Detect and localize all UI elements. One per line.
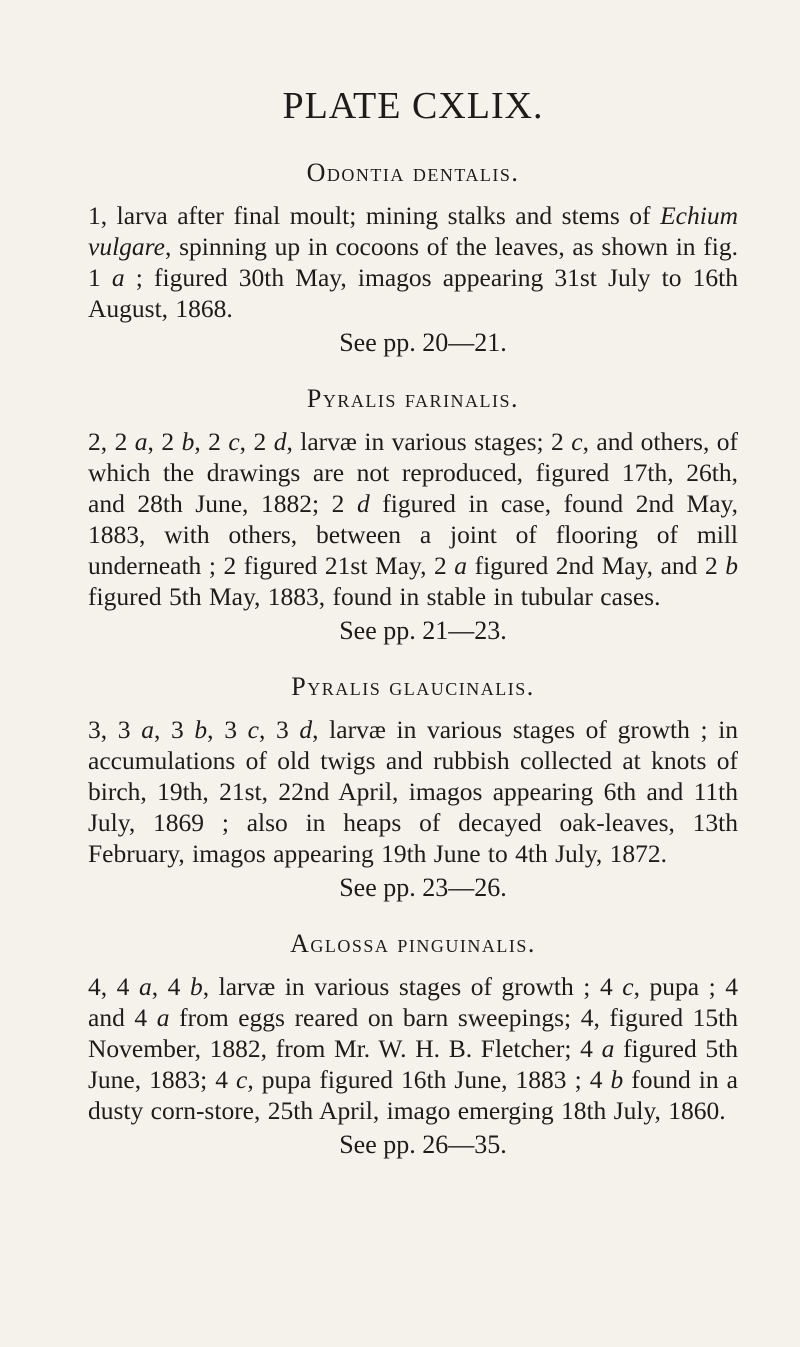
section-paragraph: 2, 2 a, 2 b, 2 c, 2 d, larvæ in various stages; 2 c, and others, of which the drawings are not reproduced, figured 17th, 26th, and 28th June, 1882; 2 d figured in case, found 2nd May, 1883, with others, between a joint of flooring of mill underneath ; 2 figured 21st May, 2 a figured 2nd May, and 2 b figured 5th May, 1883, found in stable in tubular cases. — [88, 427, 739, 611]
species-heading: Aglossa pinguinalis. — [290, 929, 536, 958]
section-paragraph: 4, 4 a, 4 b, larvæ in various stages of growth ; 4 c, pupa ; 4 and 4 a from eggs reared on barn sweepings; 4, figured 15th November, 1882, from Mr. W. H. B. Fletcher; 4 a figured 5th June, 1883; 4 c, pupa figured 16th June, 1883 ; 4 b found in a dusty corn-store, 25th April, imago emerging 18th July, 1860. — [88, 972, 739, 1125]
species-heading: Odontia dentalis. — [306, 158, 520, 187]
section-odontia-dentalis — [88, 158, 738, 358]
page-reference: See pp. 23—26. — [339, 873, 507, 902]
section-paragraph: 1, larva after final moult; mining stalks and stems of Echium vulgare, spinning up in cocoons of the leaves, as shown in fig. 1 a ; figured 30th May, imagos appearing 31st July to 16th August, 1868. — [88, 201, 738, 323]
section-paragraph: 3, 3 a, 3 b, 3 c, 3 d, larvæ in various stages of growth ; in accumulations of old twigs and rubbish collected at knots of birch, 19th, 21st, 22nd April, imagos appearing 6th and 11th July, 1869 ; also in heaps of decayed oak-leaves, 13th February, imagos appearing 19th June to 4th July, 1872. — [88, 715, 739, 868]
plate-title: PLATE CXLIX. — [282, 85, 544, 127]
section-aglossa-pinguinalis — [88, 929, 738, 1160]
section-pyralis-glaucinalis — [88, 672, 738, 903]
page-reference: See pp. 26—35. — [339, 1130, 507, 1159]
section-pyralis-farinalis — [88, 384, 738, 646]
species-heading: Pyralis glaucinalis. — [291, 672, 535, 701]
species-heading: Pyralis farinalis. — [306, 384, 520, 413]
page-reference: See pp. 21—23. — [339, 616, 507, 645]
page-reference: See pp. 20—21. — [339, 328, 507, 357]
